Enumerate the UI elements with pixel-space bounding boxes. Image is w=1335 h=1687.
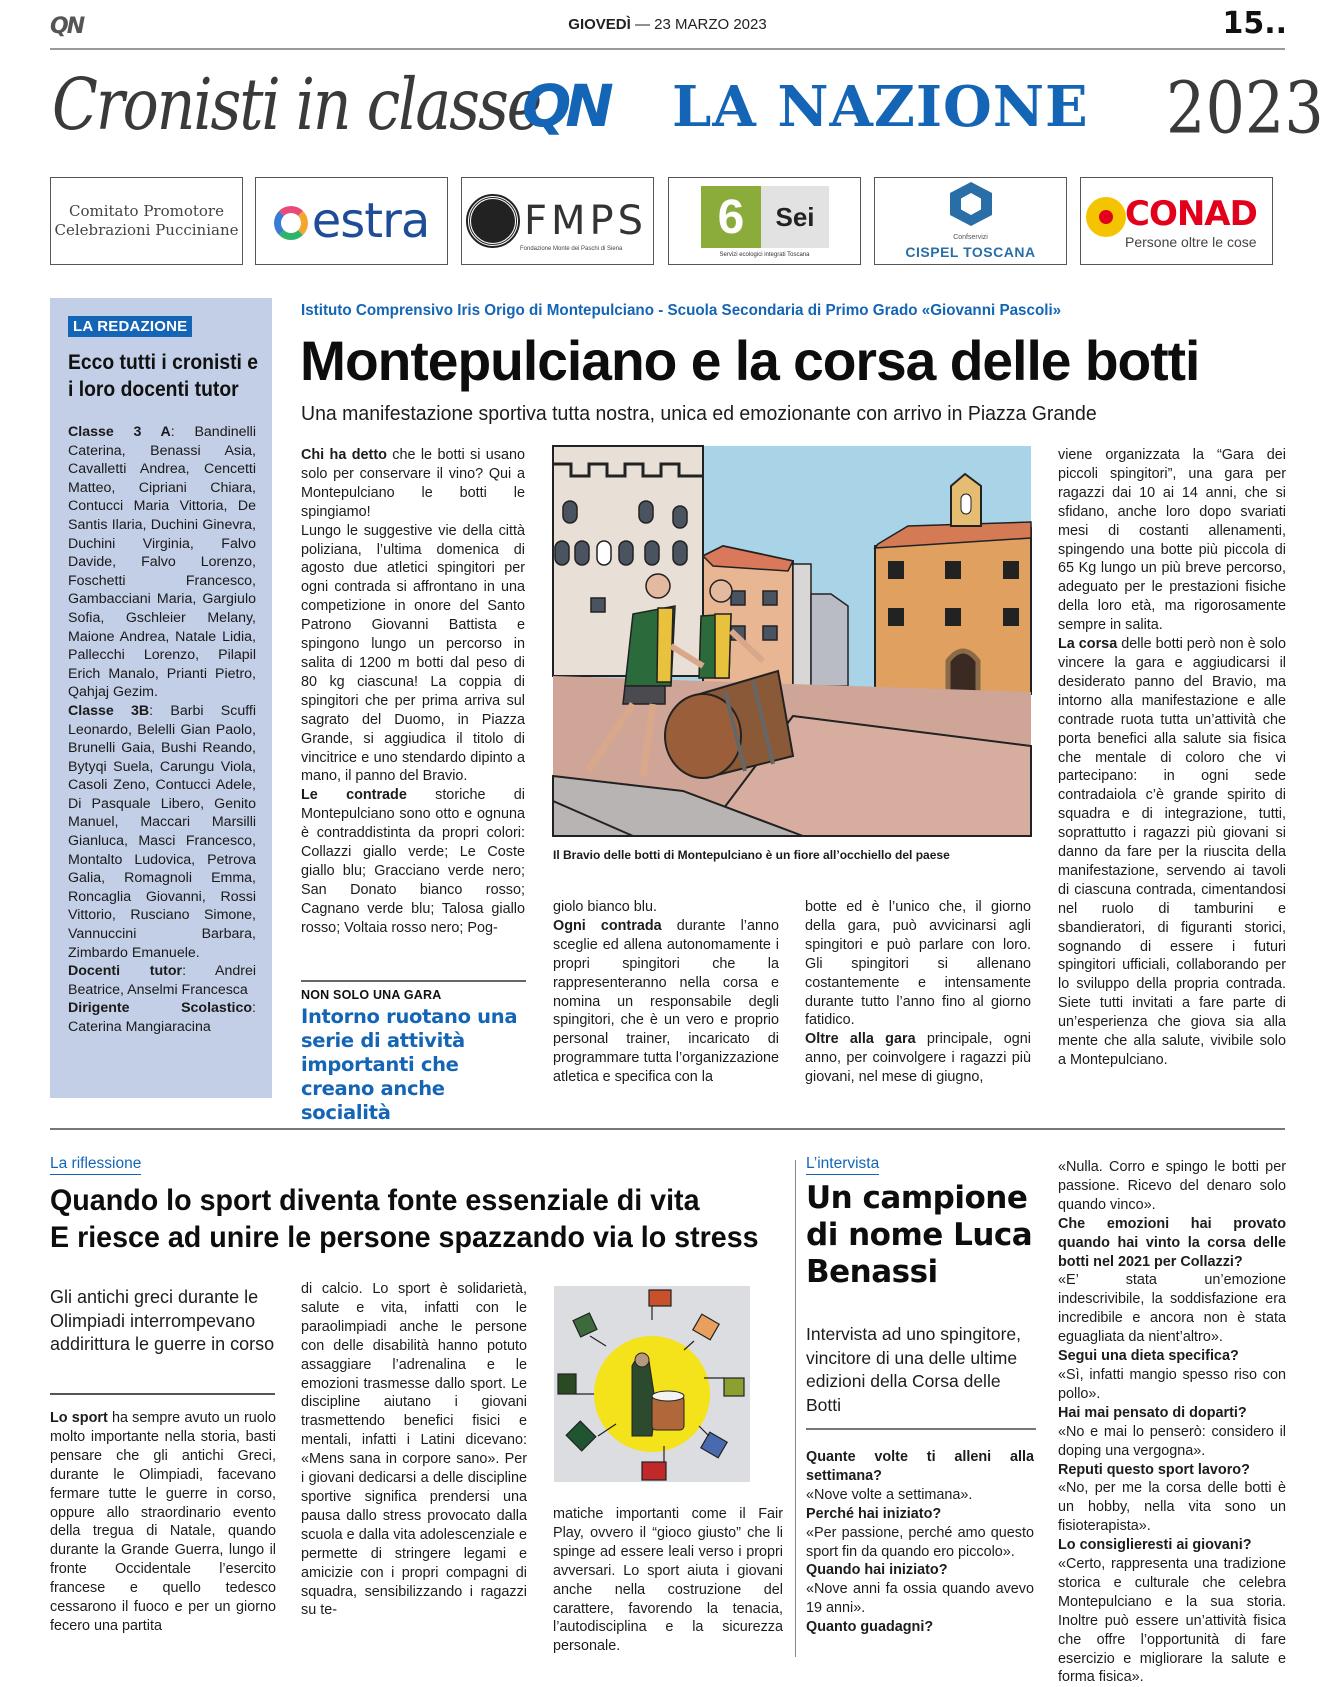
paragraph [553, 898, 779, 917]
sidebar-body [68, 423, 256, 1037]
reflection-column-3 [553, 1505, 783, 1656]
qa-question: Hai mai pensato di doparti? [1058, 1404, 1247, 1421]
sidebar-title: Ecco tutti i cronisti e i loro docenti tutor [68, 351, 259, 401]
sponsor-comitato-line1: Comitato Promotore [69, 201, 224, 220]
paragraph [50, 1409, 276, 1636]
sponsor-fmps-name: FMPS [523, 198, 648, 244]
section-divider [50, 1128, 1285, 1130]
drummer-flags-image [554, 1286, 750, 1482]
article-kicker: Istituto Comprensivo Iris Origo di Montepulciano - Scuola Secondaria di Primo Grado «Giovanni Pascoli» [301, 302, 1062, 319]
lead-divider [50, 1393, 275, 1395]
paper-name: LA NAZIONE [672, 74, 1089, 140]
fmps-seal-icon [468, 196, 518, 246]
sponsor-sei-subtitle: Servizi ecologici integrati Toscana [719, 252, 810, 258]
sidebar-group [68, 702, 256, 962]
paragraph-text: giolo bianco blu. [553, 899, 658, 915]
conad-flower-icon [1089, 200, 1123, 234]
paragraph [1058, 635, 1286, 1070]
paragraph [805, 1030, 1031, 1087]
qa-answer: «Certo, rappresenta una tradizione storica e culturale che celebra Montepulciano e la sua storia. Inoltre può essere un’attività fisica che offre l’opportunità di fare esercizio e migliorare la salute e forma fisica». [1058, 1556, 1286, 1686]
paragraph-text: principale, ogni anno, per coinvolgere i ragazzi più giovani, nel mese di giugno, [805, 1031, 1031, 1086]
qa-question: Lo consiglieresti ai giovani? [1058, 1537, 1252, 1554]
paragraph [805, 898, 1031, 1030]
box-divider [301, 980, 526, 982]
article-column-4 [1058, 446, 1286, 1070]
qa-question: Segui una dieta specifica? [1058, 1348, 1239, 1365]
page-dots: .. [1264, 6, 1287, 41]
sponsor-fmps-subtitle: Fondazione Monte dei Paschi di Siena [520, 246, 623, 252]
sponsor-estra-name: estra [311, 193, 430, 249]
qn-logo-small: QN [50, 14, 84, 39]
sponsor-cispel-name: CISPEL TOSCANA [905, 244, 1036, 260]
paragraph-lead: Oltre alla gara [805, 1031, 916, 1048]
qa-question: Perché hai iniziato? [806, 1505, 942, 1522]
paragraph-text: Lungo le suggestive vie della città poliziana, l’ultima domenica di agosto due atletici spingitori per ogni contrada si affrontano in una competizione in onore del Santo Patrono Giovanni Battista e spingono lungo un percorso in salita di 1200 m botti dal peso di 80 kg ciascuna! La coppia di spingitori che per prima arriva sul sagrato del Duomo, in Piazza Grande, si aggiudica il titolo di vincitrice e uno stendardo dipinto a mano, il panno del Bravio. [301, 522, 525, 785]
group-label: Classe 3B [68, 702, 150, 719]
race-illustration [553, 446, 1031, 836]
date: 23 MARZO 2023 [654, 16, 767, 33]
sponsor-comitato-text [55, 202, 239, 241]
paragraph-text: di calcio. Lo sport è solidarietà, salute e vita, infatti con le paraolimpiadi anche le persone con delle disabilità hanno potuto assaggiare l’adrenalina e le emozioni trasmesse dallo sport. Le discipline aiutano i giovani trasmettendo benefici fisici e mentali, infatti i Latini dicevano: «Mens sana in corpore sano». Per i giovani dedicarsi a delle discipline sportive significa prendersi una pausa dallo stress provocato dalla scuola e dalla vita adolescenziale e permette di stringere legami e amicizie con i propri compagni di squadra, sensibilizzando i ragazzi su te- [301, 1281, 527, 1619]
paragraph-lead: Ogni contrada [553, 917, 662, 934]
qa-answer: «E’ stata un’emozione indescrivibile, la soddisfazione era incredibile e ancora non è stata eguagliata da nient’altro». [1058, 1272, 1286, 1346]
group-label: Docenti tutor [68, 963, 183, 980]
date-line [0, 16, 1335, 33]
paragraph-lead: Lo sport [50, 1410, 108, 1426]
qa-answer: «Nulla. Corro e spingo le botti per passione. Ricevo del denaro solo quando vinco». [1058, 1159, 1286, 1213]
reflection-column-1 [50, 1409, 276, 1636]
paragraph [301, 522, 525, 787]
sidebar-group [68, 999, 256, 1036]
reflection-headline-line1: Quando lo sport diventa fonte essenziale di vita [50, 1184, 700, 1217]
paragraph-text: botte ed è l’unico che, il giorno della gara, può avvicinarsi agli spingitori e può parlare con loro. Gli spingitori si allenano costantemente e intensamente durante tutto l’anno fino al giorno fatidico. [805, 899, 1031, 1029]
masthead-year: 2023 [1166, 66, 1324, 150]
article-subheadline: Una manifestazione sportiva tutta nostra, unica ed emozionante con arrivo in Piazza Grande [301, 402, 1097, 425]
paragraph [553, 917, 779, 1087]
paragraph-text: delle botti però non è solo vincere la gara e aggiudicarsi il desiderato panno del Bravio, ma intorno alla manifestazione e alle contrade ruota tutta un’attività che porta benefici alla salute sia fisica che mentale di coloro che vi partecipano: in ogni sede contradaiola c’è grande spirito di squadra e di integrazione, tutti, soprattutto i ragazzi più giovani si danno da fare per la riuscita della manifestazione, servendo ai tavoli di ciascuna contrada, cimentandosi nel ruolo di tamburini e sbandieratori, di figuranti storici, sognando di essere i futuri spingitori ufficiali, collaborando per lo sviluppo della propria contrada. Siete tutti invitati a fare parte di un’esperienza che giova sia alla mente che alla salute, vivibile solo a Montepulciano. [1058, 636, 1287, 1068]
sponsor-cispel-small: Confservizi [953, 234, 988, 241]
qa-answer: «No e mai lo penserò: considero il doping una vergogna». [1058, 1423, 1286, 1459]
paragraph [553, 1505, 783, 1656]
box-kicker: NON SOLO UNA GARA [301, 988, 442, 1002]
sponsor-sei-name: Sei [761, 186, 829, 248]
barrel-race-painting [553, 446, 1031, 836]
sponsor-conad-name: CONAD [1125, 194, 1257, 234]
reflection-lead: Gli antichi greci durante le Olimpiadi interrompevano addirittura le guerre in corso [50, 1287, 275, 1354]
qa-answer: «Nove anni fa ossia quando avevo 19 anni». [806, 1581, 1034, 1617]
sidebar-group [68, 423, 256, 702]
article-column-1 [301, 446, 525, 938]
page-number [1222, 6, 1287, 41]
interview-lead: Intervista ad uno spingitore, vincitore di una delle ultime edizioni della Corsa delle Botti [806, 1324, 1021, 1415]
reflection-headline-line2: E riesce ad unire le persone spazzando via lo stress [50, 1221, 759, 1254]
group-text: : Caterina Mangiaracina [68, 1000, 256, 1035]
qa-answer: «Sì, infatti mangio spesso riso con pollo». [1058, 1366, 1286, 1402]
qn-logo: QN [522, 72, 608, 140]
qa-question: Quante volte ti alleni alla settimana? [806, 1449, 1034, 1484]
interview-divider [806, 1428, 1036, 1430]
sponsor-comitato [50, 177, 243, 265]
sponsor-conad-tagline: Persone oltre le cose [1125, 234, 1257, 250]
page-number-value: 15 [1222, 6, 1265, 41]
group-label: Dirigente Scolastico [68, 1000, 253, 1017]
sei-number-icon: 6 [701, 186, 761, 248]
sidebar-group [68, 962, 256, 999]
estra-swirl-icon [274, 206, 308, 240]
paragraph-text: ha sempre avuto un ruolo molto importante nella storia, basti pensare che gli antichi Greci, durante le Olimpiadi, facevano fermare tutte le guerre in corso, oppure allo straordinario evento della tregua di Natale, quando durante la Grande Guerra, lungo il fronte Occidentale l’esercito francese e quello tedesco cessarono il fuoco e per un giorno fecero una partita [50, 1410, 276, 1634]
section-label-riflessione: La riflessione [50, 1155, 141, 1175]
interview-headline: Un campione di nome Luca Benassi [806, 1180, 1033, 1290]
paragraph-lead: Chi ha detto [301, 447, 387, 463]
paragraph-text: matiche importanti come il Fair Play, ovvero il “gioco giusto” che li spinge ad essere leali verso i propri avversari. Lo sport aiuta i giovani anche nella costruzione del carattere, favorendo la tenacia, l’autodisciplina e la sicurezza personale. [553, 1506, 783, 1655]
paragraph-text: durante l’anno sceglie ed allena autonomamente i propri spingitori che la rappresenteranno nella corsa e nomina un responsabile degli spingitori, che è un vero e proprio personal trainer, incaricato di programmare tutta l’organizzazione atletica e specifica con la [553, 917, 779, 1086]
paragraph [1058, 446, 1286, 635]
article-headline: Montepulciano e la corsa delle botti [300, 329, 1200, 392]
qa-question: Che emozioni hai provato quando hai vinto la corsa delle botti nel 2021 per Collazzi? [1058, 1215, 1286, 1270]
masthead-title: Cronisti in classe [52, 64, 541, 147]
sponsor-cispel [874, 177, 1067, 265]
paragraph [301, 786, 525, 937]
sponsor-estra [255, 177, 448, 265]
drummer-collage [554, 1286, 750, 1482]
paragraph [301, 1280, 527, 1620]
paragraph-lead: Le contrade [301, 787, 407, 804]
qa-answer: «Nove volte a settimana». [806, 1486, 973, 1503]
qa-question: Quando hai iniziato? [806, 1562, 948, 1579]
group-text: : Andrei Beatrice, Anselmi Francesca [68, 963, 256, 998]
reflection-headline [50, 1182, 759, 1256]
photo-caption: Il Bravio delle botti di Montepulciano è un fiore all’occhiello del paese [553, 848, 950, 862]
sponsor-fmps [461, 177, 654, 265]
redazione-badge: LA REDAZIONE [68, 316, 192, 337]
top-divider [50, 48, 1285, 50]
paragraph-text: storiche di Montepulciano sono otto e ognuna è contraddistinta da propri colori: Collazzi giallo verde; Le Coste giallo blu; Gracciano verde nero; San Donato bianco rosso; Cagnano verde blu; Talosa giallo rosso; Voltaia rosso nero; Pog- [301, 787, 525, 936]
group-text: : Bandinelli Caterina, Benassi Asia, Cavalletti Andrea, Cencetti Matteo, Cipriani Chiara, Contucci Maria Vittoria, De Santis Ilaria, Duchini Ginevra, Duchini Virginia, Falvo Davide, Falvo Lorenzo, Foschetti Francesco, Gambacciani Maria, Gargiulo Sofia, Gschleier Melany, Maione Andrea, Natale Lidia, Pallecchi Lorenzo, Pilapil Erich Manalo, Prianti Pietro, Qahjaj Gezim. [68, 424, 256, 701]
reflection-column-2 [301, 1280, 527, 1620]
group-label: Classe 3 A [68, 424, 171, 440]
sponsor-comitato-line2: Celebrazioni Pucciniane [54, 221, 239, 239]
date-separator: — [634, 16, 650, 33]
interview-column-2 [1058, 1158, 1286, 1687]
article-column-2 [553, 898, 779, 1087]
qa-question: Reputi questo sport lavoro? [1058, 1461, 1250, 1478]
weekday: GIOVEDÌ [568, 16, 631, 33]
paragraph [301, 446, 525, 522]
section-label-intervista: L’intervista [806, 1155, 879, 1175]
paragraph-lead: La corsa [1058, 636, 1118, 653]
group-text: : Barbi Scuffi Leonardo, Belelli Gian Paolo, Brunelli Gaia, Bushi Reando, Bytyqi Suela, Carungu Viola, Casoli Zeno, Contucci Adele, Di Pasquale Libero, Genito Manuel, Maccari Marsilli Gianluca, Masci Francesco, Montalto Ludovica, Petrova Galia, Romagnoli Emma, Roncaglia Giovanni, Rossi Vittorio, Rusciano Simone, Vannuccini Barbara, Zimbardo Emanuele. [68, 702, 257, 961]
qa-question: Quanto guadagni? [806, 1619, 934, 1636]
column-divider [795, 1160, 796, 1657]
redazione-sidebar [50, 298, 272, 1098]
interview-column-1 [806, 1448, 1034, 1637]
cispel-hexagon-icon [950, 182, 992, 226]
box-title: Intorno ruotano una serie di attività importanti che creano anche socialità [301, 1005, 518, 1124]
qa-answer: «No, per me la corsa delle botti è un hobby, nella vita sono un fisioterapista». [1058, 1480, 1286, 1535]
qa-answer: «Per passione, perché amo questo sport fin da quando ero piccolo». [806, 1524, 1034, 1560]
paragraph-text: viene organizzata la “Gara dei piccoli spingitori”, una gara per ragazzi dai 10 ai 14 anni, che si sfidano, anche loro dopo svariati mesi di costanti allenamenti, spingendo una botte più piccola di 65 Kg lungo un più breve percorso, adeguato per le prestazioni fisiche della loro età, ma rigorosamente sempre in salita. [1058, 447, 1286, 634]
article-column-3 [805, 898, 1031, 1087]
sponsor-sei [668, 177, 861, 265]
sponsor-conad [1080, 177, 1273, 265]
paragraph-text: che le botti si usano solo per conservare il vino? Qui a Montepulciano le botti le spingiamo! [301, 447, 525, 520]
